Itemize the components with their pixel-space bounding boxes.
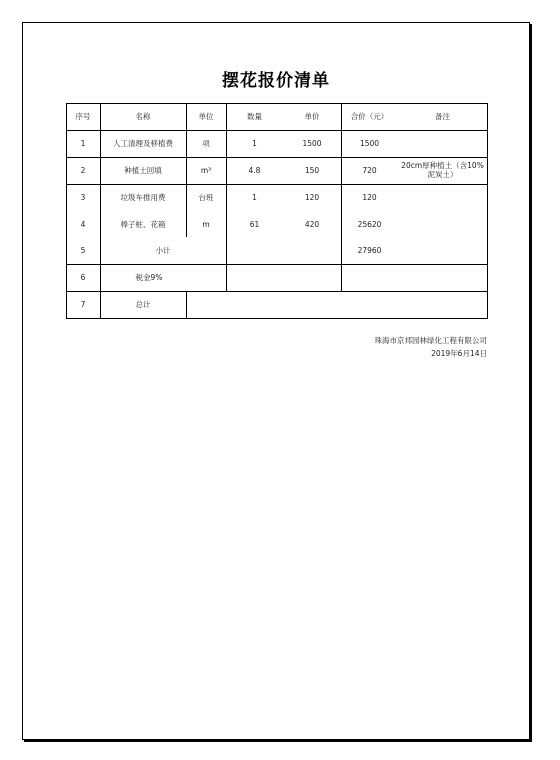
cell-remark: 20cm厚种植土（含10%泥炭土） <box>401 161 484 179</box>
table-gridline <box>66 318 488 319</box>
cell-quantity: 1 <box>252 139 257 148</box>
header-cell-remark: 备注 <box>435 112 450 121</box>
cell-amount: 720 <box>362 166 377 175</box>
header-cell-unit-price: 单价 <box>304 112 320 121</box>
cell-amount: 25620 <box>357 219 382 229</box>
cell-serial: 4 <box>80 219 86 229</box>
cell-unit-price: 420 <box>304 219 320 229</box>
cell-item-name: 人工清理及移植费 <box>113 139 173 148</box>
subtotal-amount: 27960 <box>357 246 382 255</box>
header-cell-amount: 合价（元） <box>350 112 389 121</box>
document-title: 摆花报价清单 <box>222 71 330 91</box>
cell-serial: 2 <box>80 166 86 175</box>
cell-item-name: 垃圾车推用费 <box>120 193 166 202</box>
header-cell-unit: 单位 <box>198 112 214 121</box>
table-gridline <box>186 291 187 319</box>
cell-quantity: 1 <box>252 193 257 202</box>
cell-amount: 1500 <box>359 139 380 148</box>
cell-unit: m <box>202 219 210 229</box>
cell-serial: 1 <box>80 139 86 148</box>
cell-amount: 120 <box>362 193 377 202</box>
cell-unit-price: 120 <box>304 193 320 202</box>
cell-unit: 项 <box>202 139 210 148</box>
grand-total-label: 总计 <box>135 300 151 309</box>
header-cell-quantity: 数量 <box>247 112 262 121</box>
cell-serial: 3 <box>80 193 86 202</box>
cell-item-name: 种植土回填 <box>124 166 162 175</box>
header-cell-name: 名称 <box>135 112 151 121</box>
subtotal-label: 小计 <box>155 246 171 255</box>
tax-serial: 6 <box>80 273 86 282</box>
cell-unit: m³ <box>200 166 212 175</box>
subtotal-serial: 5 <box>80 246 86 255</box>
company-name: 珠海市京邦园林绿化工程有限公司 <box>374 336 487 345</box>
document-date: 2019年6月14日 <box>431 349 487 358</box>
cell-unit-price: 150 <box>304 166 320 175</box>
cell-quantity: 61 <box>249 219 260 229</box>
table-gridline <box>487 103 488 319</box>
cell-quantity: 4.8 <box>248 166 261 175</box>
header-cell-serial: 序号 <box>75 112 91 121</box>
cell-unit: 台班 <box>198 193 214 202</box>
cell-unit-price: 1500 <box>302 139 322 148</box>
cell-item-name: 棒子桩、花箱 <box>120 219 166 229</box>
tax-label: 税金9% <box>135 273 163 282</box>
grand-total-serial: 7 <box>80 300 86 309</box>
